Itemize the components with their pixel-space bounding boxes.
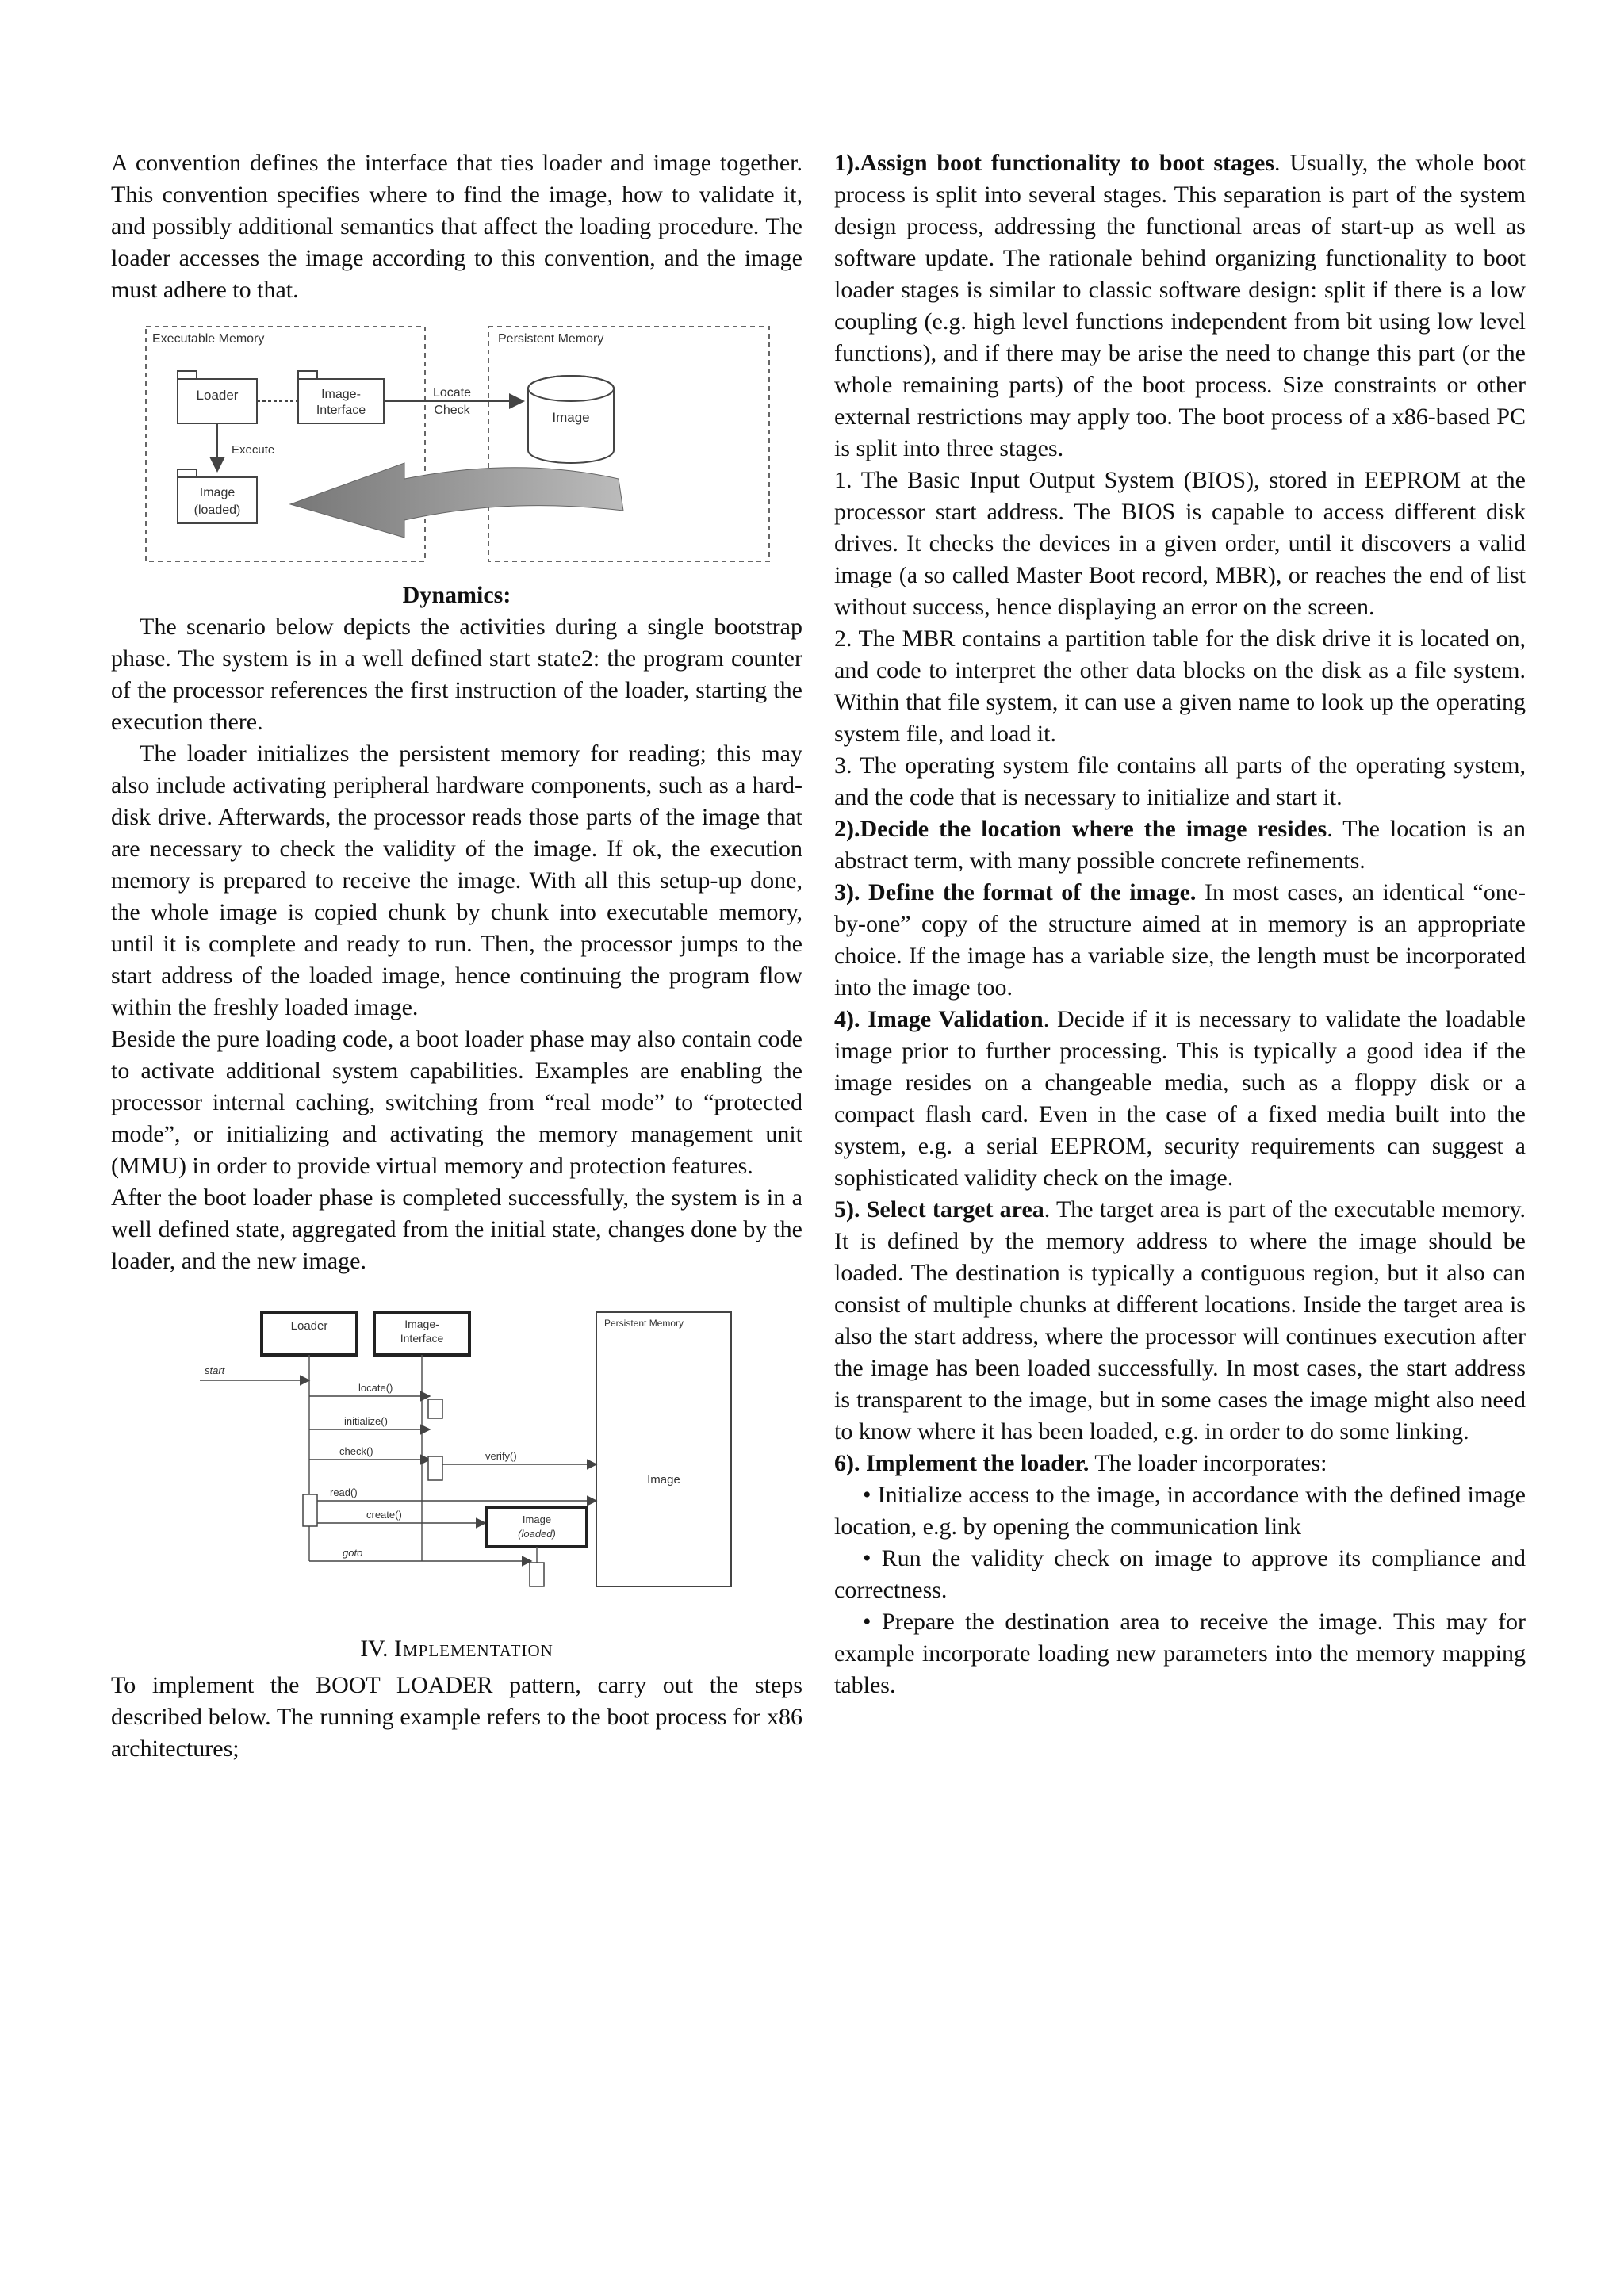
seq-start-label: start	[205, 1364, 225, 1376]
step-6-text: The loader incorporates:	[1089, 1450, 1327, 1476]
seq-verify-label: verify()	[485, 1450, 517, 1462]
step-2-label: 2).Decide the location where the image resides	[834, 816, 1327, 842]
structure-diagram	[143, 323, 777, 566]
image-interface-label-1: Image-	[321, 388, 361, 401]
dynamics-paragraph-3: Beside the pure loading code, a boot loader phase may also contain code to activate additional system capabilities. Examples are enabling the processor internal caching, switching from “real mode” to “protected mode”, or initializing and activating the memory management unit (MMU) in order to provide virtual memory and protection features.	[111, 1026, 802, 1179]
check-label: Check	[434, 404, 470, 417]
step-3-text: In most cases, an identical “one-by-one” copy of the structure aimed at in memory is an appropriate choice. If the image has a variable size, the length must be incorporated into the image too.	[834, 879, 1526, 1001]
persistent-memory-label: Persistent Memory	[498, 332, 604, 346]
locate-label: Locate	[432, 386, 472, 400]
step-6-label: 6). Implement the loader.	[834, 1450, 1090, 1476]
step-1-label: 1).Assign boot functionality to boot stages	[834, 150, 1274, 176]
step-4-text: . Decide if it is necessary to validate the loadable image prior to further processing. This is typically a good idea if the image resides on a changeable media, such as a floppy disk or a compact flash card. Even in the case of a fixed media built into the system, e.g. a serial EEPROM, security requirements can suggest a sophisticated validity check on the image.	[834, 1006, 1526, 1191]
step-1	[834, 147, 1526, 465]
boot-loader-sequence-figure	[200, 1301, 802, 1603]
seq-image-label: Image	[647, 1473, 680, 1487]
boot-loader-structure-figure	[143, 323, 802, 575]
step-1-text: . Usually, the whole boot process is split into several stages. This separation is part of the system design process, addressing the functional areas of start-up as well as software update. The rationale behind organizing functionality to boot loader stages is similar to classic software design: split if there is a low coupling (e.g. high level functions independent from bit using low level functions), and if there may be arise the need to change this part (or the whole remaining parts) of the boot process. Size constraints or other external restrictions may apply too. The boot process of a x86-based PC is split into three stages.	[834, 150, 1526, 461]
executable-memory-label: Executable Memory	[152, 332, 265, 346]
seq-check-label: check()	[339, 1445, 373, 1457]
stage-item-3: 3. The operating system file contains all parts of the operating system, and the code that is necessary to initialize and start it.	[834, 752, 1526, 810]
seq-loader-label: Loader	[290, 1319, 328, 1333]
step-5	[834, 1194, 1526, 1448]
dynamics-paragraph-2: The loader initializes the persistent memory for reading; this may also include activating peripheral hardware components, such as a hard-disk drive. Afterwards, the processor reads those parts of the image that are necessary to check the validity of the image. If ok, the execution memory is prepared to receive the image. With all this setup-up done, the whole image is copied chunk by chunk into executable memory, until it is complete and ready to run. Then, the processor jumps to the start address of the loaded image, hence continuing the program flow within the freshly loaded image.	[111, 740, 802, 1020]
step-3-label: 3). Define the format of the image.	[834, 879, 1197, 905]
section-number: IV.	[360, 1636, 389, 1662]
loader-label: Loader	[196, 388, 239, 403]
copy-arrow	[290, 463, 623, 538]
seq-initialize-label: initialize()	[344, 1415, 388, 1427]
left-column	[111, 147, 802, 1765]
seq-image-interface-label-1: Image-	[404, 1318, 439, 1330]
execute-label: Execute	[232, 443, 275, 457]
seq-persistent-memory-box	[596, 1312, 731, 1586]
seq-persistent-memory-label: Persistent Memory	[604, 1318, 684, 1329]
bullet-1: • Initialize access to the image, in accordance with the defined image location, e.g. by opening the communication link	[834, 1482, 1526, 1540]
stage-item-2: 2. The MBR contains a partition table for the disk drive it is located on, and code to interpret the other data blocks on the disk as a file system. Within that file system, it can use a given name to look up the operating system file, and load it.	[834, 626, 1526, 747]
step-4	[834, 1004, 1526, 1194]
seq-locate-label: locate()	[358, 1382, 393, 1394]
seq-image-interface-label-2: Interface	[400, 1332, 444, 1345]
seq-create-label: create()	[366, 1509, 402, 1521]
seq-read-label: read()	[330, 1487, 358, 1498]
image-loaded-label-1: Image	[199, 486, 236, 499]
step-2	[834, 813, 1526, 877]
step-3	[834, 877, 1526, 1004]
image-label: Image	[552, 410, 590, 425]
section-heading	[111, 1633, 802, 1665]
image-loaded-label-2: (loaded)	[193, 503, 241, 517]
bullet-2: • Run the validity check on image to approve its compliance and correctness.	[834, 1545, 1526, 1603]
step-2-text: . The location is an abstract term, with many possible concrete refinements.	[834, 816, 1526, 874]
step-5-label: 5). Select target area	[834, 1196, 1044, 1223]
stage-item-1: 1. The Basic Input Output System (BIOS), stored in EEPROM at the processor start address. The BIOS is capable to access different disk drives. It checks the devices in a given order, until it discovers a valid image (a so called Master Boot record, MBR), or reaches the end of list without success, hence displaying an error on the screen.	[834, 467, 1526, 620]
step-5-text: . The target area is part of the executable memory. It is defined by the memory address to where the image should be loaded. The destination is typically a contiguous region, but it also can consist of multiple chunks at different locations. Inside the target area is also the start address, where the processor will continues execution after the image has been loaded successfully. In most cases, the start address is transparent to the image, but in some cases the image might also need to know where it has been loaded, e.g. in order to do some linking.	[834, 1196, 1526, 1445]
step-4-label: 4). Image Validation	[834, 1006, 1044, 1032]
step-6	[834, 1448, 1526, 1479]
seq-image-loaded-label-2: (loaded)	[518, 1528, 556, 1540]
seq-image-loaded-label-1: Image	[522, 1513, 552, 1525]
seq-goto-label: goto	[343, 1547, 363, 1559]
sequence-diagram	[200, 1301, 739, 1594]
section-title: Implementation	[393, 1636, 553, 1662]
bullet-3: • Prepare the destination area to receive the image. This may for example incorporate loading new parameters into the memory mapping tables.	[834, 1609, 1526, 1698]
right-column	[834, 147, 1526, 1701]
dynamics-paragraph-4: After the boot loader phase is completed successfully, the system is in a well defined state, aggregated from the initial state, changes done by the loader, and the new image.	[111, 1184, 802, 1274]
implementation-paragraph: To implement the BOOT LOADER pattern, carry out the steps described below. The running example refers to the boot process for x86 architectures;	[111, 1672, 802, 1762]
intro-paragraph: A convention defines the interface that ties loader and image together. This convention specifies where to find the image, how to validate it, and possibly additional semantics that affect the loading procedure. The loader accesses the image according to this convention, and the image must adhere to that.	[111, 150, 802, 303]
dynamics-heading: Dynamics:	[402, 582, 511, 608]
image-interface-label-2: Interface	[316, 404, 366, 417]
dynamics-paragraph-1: The scenario below depicts the activities during a single bootstrap phase. The system is in a well defined start state2: the program counter of the processor references the first instruction of the loader, starting the execution there.	[111, 614, 802, 735]
